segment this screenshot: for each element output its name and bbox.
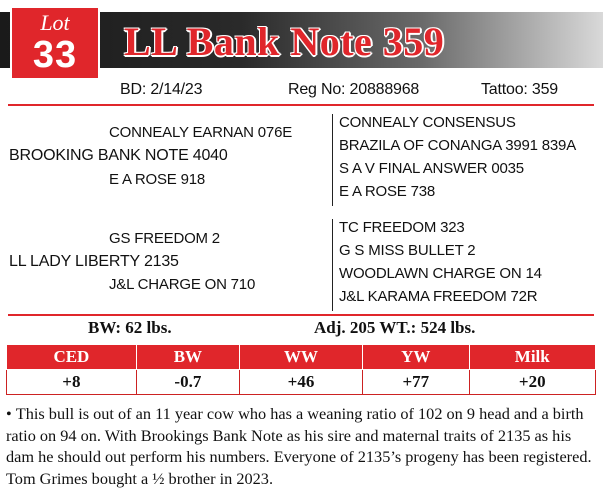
pedigree-divider-sire — [332, 114, 333, 206]
pedigree-sire-sire: CONNEALY EARNAN 076E — [109, 124, 293, 141]
pedigree-divider-dam — [332, 219, 333, 311]
pedigree-sire-dam-sire: S A V FINAL ANSWER 0035 — [339, 160, 524, 177]
divider-bottom — [8, 314, 594, 316]
epd-value-yw: +77 — [363, 370, 469, 395]
epd-value-ced: +8 — [7, 370, 137, 395]
epd-value-milk: +20 — [469, 370, 595, 395]
animal-name: LL Bank Note 359 — [124, 19, 445, 64]
pedigree-sire-sire-dam: BRAZILA OF CONANGA 3991 839A — [339, 137, 577, 154]
pedigree-sire-dam: E A ROSE 918 — [109, 171, 205, 188]
epd-header-milk: Milk — [469, 345, 595, 370]
pedigree-dam-dam-sire: WOODLAWN CHARGE ON 14 — [339, 265, 542, 282]
epd-values-row — [7, 370, 596, 395]
lot-badge — [10, 6, 100, 80]
pedigree-sire-dam-dam: E A ROSE 738 — [339, 183, 435, 200]
birth-date: BD: 2/14/23 — [120, 81, 203, 98]
bullet-icon: • — [6, 404, 16, 423]
pedigree-dam-dam: J&L CHARGE ON 710 — [109, 276, 256, 293]
epd-header-row — [7, 345, 596, 370]
pedigree-sire-sire-sire: CONNEALY CONSENSUS — [339, 114, 516, 131]
epd-header-bw: BW — [136, 345, 239, 370]
pedigree-dam-sire-dam: G S MISS BULLET 2 — [339, 242, 476, 259]
epd-header-yw: YW — [363, 345, 469, 370]
pedigree-dam-dam-dam: J&L KARAMA FREEDOM 72R — [339, 288, 538, 305]
epd-header-ced: CED — [7, 345, 137, 370]
pedigree-dam: LL LADY LIBERTY 2135 — [9, 253, 179, 270]
registration-number: Reg No: 20888968 — [288, 81, 420, 98]
lot-number: 33 — [32, 34, 78, 76]
birth-weight: BW: 62 lbs. — [88, 318, 172, 337]
tattoo: Tattoo: 359 — [481, 81, 558, 98]
pedigree-dam-sire-sire: TC FREEDOM 323 — [339, 219, 465, 236]
epd-value-ww: +46 — [239, 370, 362, 395]
epd-table — [6, 344, 596, 395]
comment-text: This bull is out of an 11 year cow who has a weaning ratio of 102 on 9 head and a birth ratio on 94 on. With Brookings Bank Note as his sire and maternal traits of 2135 as his dam he should out perform his numbers. Everyone of 2135’s progeny has been registered. Tom Grimes bought a ½ brother in 2023. — [6, 404, 592, 488]
pedigree-sire: BROOKING BANK NOTE 4040 — [9, 147, 228, 164]
divider-top — [8, 104, 594, 106]
epd-header-ww: WW — [239, 345, 362, 370]
pedigree-dam-sire: GS FREEDOM 2 — [109, 230, 220, 247]
adjusted-205-weight: Adj. 205 WT.: 524 lbs. — [314, 318, 476, 337]
lot-label: Lot — [40, 10, 70, 35]
comment-note — [6, 403, 598, 489]
epd-value-bw: -0.7 — [136, 370, 239, 395]
